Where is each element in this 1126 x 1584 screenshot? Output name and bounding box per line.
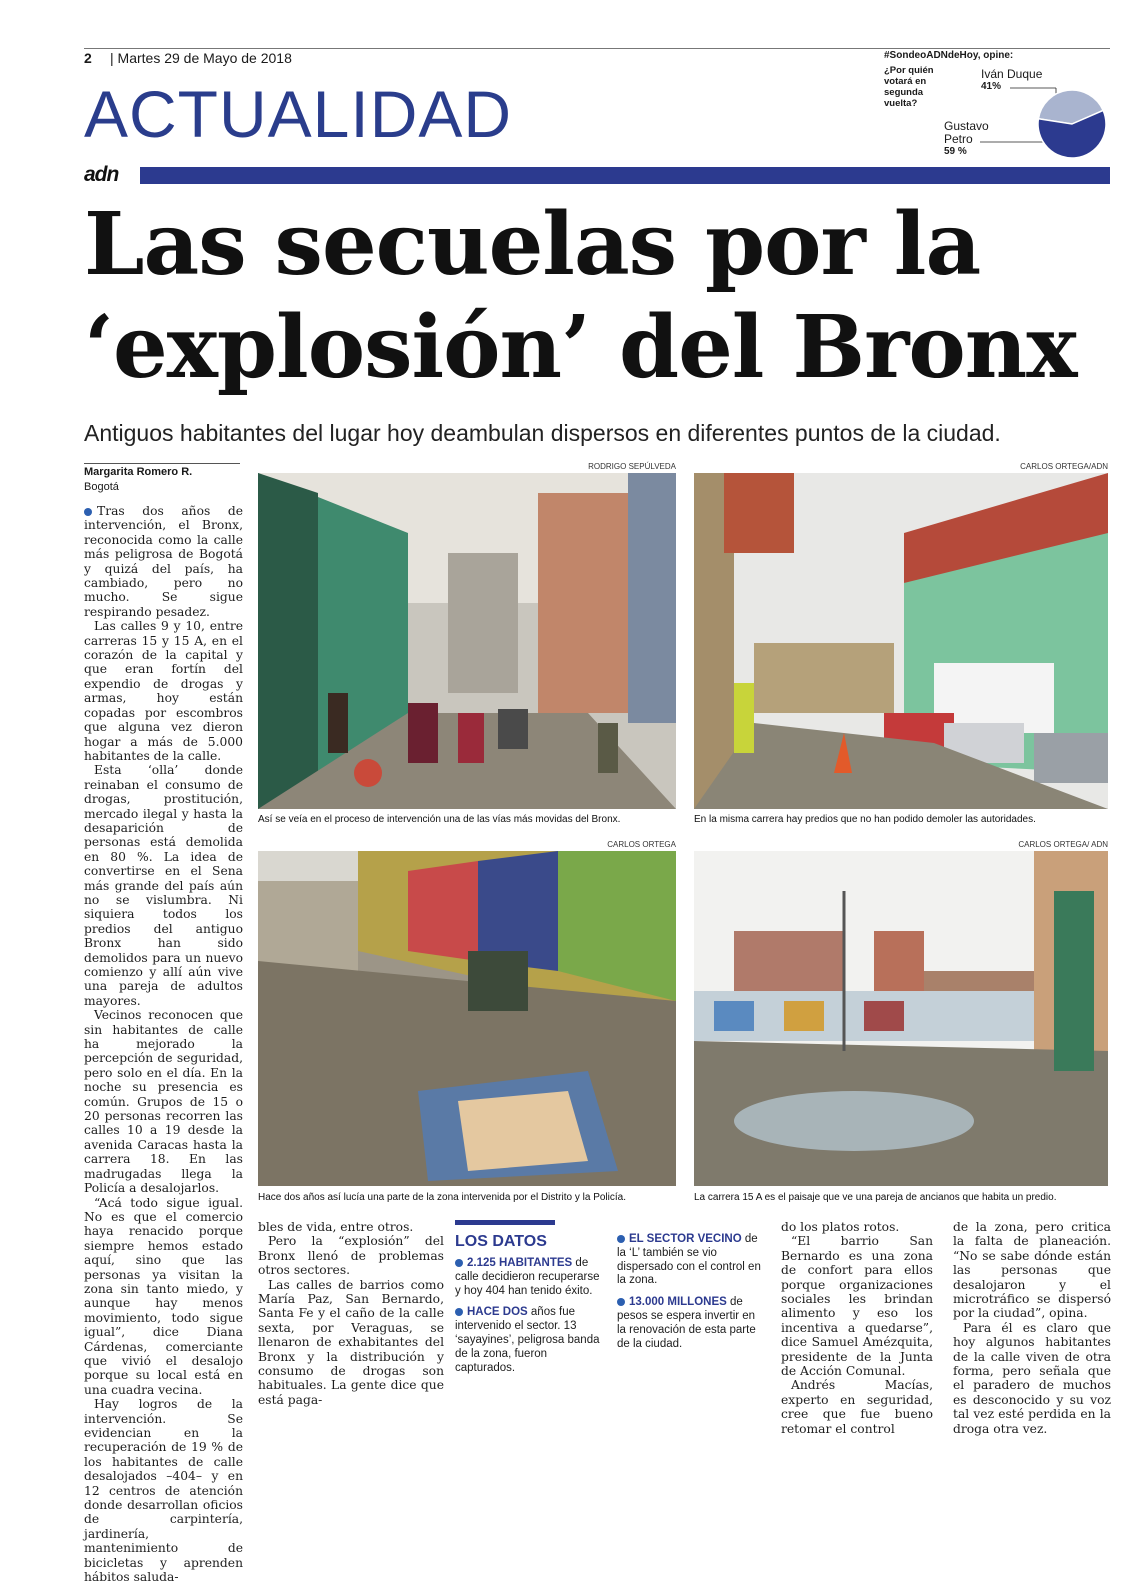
- photo-2: [694, 473, 1108, 809]
- paragraph: Andrés Macías, experto en seguridad, cree que fue bueno retomar el control: [781, 1378, 933, 1436]
- paragraph: Tras dos años de intervención, el Bronx, reconocida como la calle más peligrosa de Bogotá y quizá del país, ha cambiado, pero no mucho. Se sigue respirando pesadez.: [84, 504, 243, 619]
- poll-hashtag: #SondeoADNdeHoy, opine:: [884, 50, 1014, 61]
- photo-4-caption: La carrera 15 A es el paisaje que ve una pareja de ancianos que habita un predio.: [694, 1192, 1057, 1203]
- los-datos-box: [455, 1220, 773, 1400]
- photo-2-credit: CARLOS ORTEGA/ADN: [1020, 462, 1108, 471]
- paragraph: de la zona, pero critica la falta de planeación. “No se sabe dónde están las personas que desalojaron y el microtráfico se dispersó por la ciudad”, opina.: [953, 1220, 1111, 1321]
- dato-item: 2.125 HABITANTES de calle decidieron recuperarse y hoy 404 han tenido éxito.: [455, 1257, 600, 1297]
- photo-3-image: [258, 851, 676, 1186]
- dato-item: EL SECTOR VECINO de la ‘L’ también se vio dispersado con el control en la zona.: [617, 1233, 761, 1287]
- paragraph: Vecinos reconocen que sin habitantes de calle ha mejorado la percepción de seguridad, pero solo en el día. En la noche su presencia es común. Grupos de 15 o 20 personas recorren las calles 10 a 19 desde la avenida Caracas hasta la carrera 18. En las madrugadas llega la Policía a desalojarlos.: [84, 1008, 243, 1196]
- paragraph: “El barrio San Bernardo es una zona de confort para ellos porque organizaciones sociales les brindan alimento y eso los incentiva a quedarse”, dice Samuel Amézquita, presidente de la Junta de Acción Comunal.: [781, 1234, 933, 1379]
- photo-2-caption: En la misma carrera hay predios que no han podido demoler las autoridades.: [694, 814, 1036, 825]
- photo-3-caption: Hace dos años así lucía una parte de la zona intervenida por el Distrito y la Policía.: [258, 1192, 626, 1203]
- issue-date: | Martes 29 de Mayo de 2018: [110, 50, 292, 66]
- article-column-2: [258, 1220, 444, 1407]
- photo-1-image: [258, 473, 676, 809]
- article-column-3: [781, 1220, 933, 1436]
- poll-pie-chart: [940, 78, 1112, 164]
- bullet-icon: [617, 1298, 625, 1306]
- dato-item: HACE DOS años fue intervenido el sector. 13 ‘sayayines’, peligrosa banda de la zona, fueron capturados.: [455, 1306, 600, 1374]
- bullet-icon: [455, 1259, 463, 1267]
- photo-1-credit: RODRIGO SEPÚLVEDA: [588, 462, 676, 471]
- dateline-city: Bogotá: [84, 481, 119, 493]
- headline-line-2: ‘explosión’ del Bronx: [84, 297, 1077, 398]
- headline-line-1: Las secuelas por la: [84, 194, 981, 295]
- paragraph: “Acá todo sigue igual. No es que el comercio haya renacido porque siempre hemos estado aquí, sino que las personas ya visitan la zona sin tanto miedo, y aunque hay menos movimiento, todo sigue igual”, dice Diana Cárdenas, comerciante que vivió el desalojo porque su local está en una cuadra vecina.: [84, 1195, 243, 1397]
- page-number: 2: [84, 50, 92, 66]
- photo-4-image: [694, 851, 1108, 1186]
- headline: [84, 193, 1114, 399]
- brand-logo: adn: [84, 163, 119, 186]
- poll-question: ¿Por quién votará en segunda vuelta?: [884, 65, 934, 109]
- poll-petro-name: Gustavo Petro: [944, 119, 989, 146]
- section-bar: [140, 167, 1110, 184]
- bullet-icon: [84, 508, 92, 516]
- bullet-icon: [455, 1308, 463, 1316]
- photo-4: [694, 851, 1108, 1186]
- los-datos-title: LOS DATOS: [455, 1233, 547, 1250]
- paragraph: bles de vida, entre otros.: [258, 1220, 414, 1234]
- paragraph: Pero la “explosión” del Bronx llenó de problemas otros sectores.: [258, 1234, 444, 1278]
- photo-4-credit: CARLOS ORTEGA/ ADN: [1018, 840, 1108, 849]
- photo-3-credit: CARLOS ORTEGA: [607, 840, 676, 849]
- poll-duque-pct: 41%: [981, 81, 1002, 92]
- section-title: ACTUALIDAD: [84, 77, 513, 151]
- paragraph: Para él es claro que hoy algunos habitantes de la calle viven de otra forma, pero señala que el paradero de muchos es desconocido y su voz tal vez esté perdida en la droga otra vez.: [953, 1320, 1111, 1436]
- photo-2-image: [694, 473, 1108, 809]
- dato-item: 13.000 MILLONES de pesos se espera invertir en la renovación de esta parte de la ciudad.: [617, 1296, 756, 1350]
- paragraph: Hay logros de la intervención. Se evidencian en la recuperación de 19 % de los habitantes de calle desalojados –404– y en 12 centros de atención donde desarrollan oficios de carpintería, jardinería, mantenimiento de bicicletas y aprenden hábitos saluda-: [84, 1397, 243, 1584]
- poll-petro-pct: 59 %: [944, 146, 967, 157]
- author: Margarita Romero R.: [84, 466, 193, 478]
- los-datos-accent: [455, 1220, 555, 1225]
- photo-1: [258, 473, 676, 809]
- article-column-4: [953, 1220, 1111, 1436]
- paragraph: Las calles 9 y 10, entre carreras 15 y 15 A, en el corazón de la capital y que eran fortín del expendio de drogas y armas, hoy están copadas por escombros que alguna vez dieron hogar a más de 5.000 habitantes de la calle.: [84, 619, 243, 763]
- photo-1-caption: Así se veía en el proceso de intervención una de las vías más movidas del Bronx.: [258, 814, 621, 825]
- paragraph: do los platos rotos.: [781, 1220, 900, 1234]
- byline-rule: [84, 463, 240, 464]
- bullet-icon: [617, 1235, 625, 1243]
- paragraph: Las calles de barrios como María Paz, San Bernardo, Santa Fe y el caño de la calle sexta, por Veraguas, se llenaron de exhabitantes del Bronx y la distribución y consumo de drogas son habituales. La gente dice que está paga-: [258, 1277, 444, 1407]
- paragraph: Esta ‘olla’ donde reinaban el consumo de drogas, prostitución, mercado ilegal y hasta la desaparición de personas está demolida en 80 %. La idea de convertirse en el Sena más grande del país aún no se vislumbra. Ni siquiera todos los predios del antiguo Bronx han sido demolidos para un nuevo comienzo y allí aún vive una pareja de adultos mayores.: [84, 763, 243, 1008]
- poll-duque-name: Iván Duque: [981, 67, 1043, 81]
- top-rule: [84, 48, 1110, 49]
- article-column-1: [84, 504, 243, 1584]
- photo-3: [258, 851, 676, 1186]
- subheadline: Antiguos habitantes del lugar hoy deambulan dispersos en diferentes puntos de la ciudad.: [84, 420, 1001, 446]
